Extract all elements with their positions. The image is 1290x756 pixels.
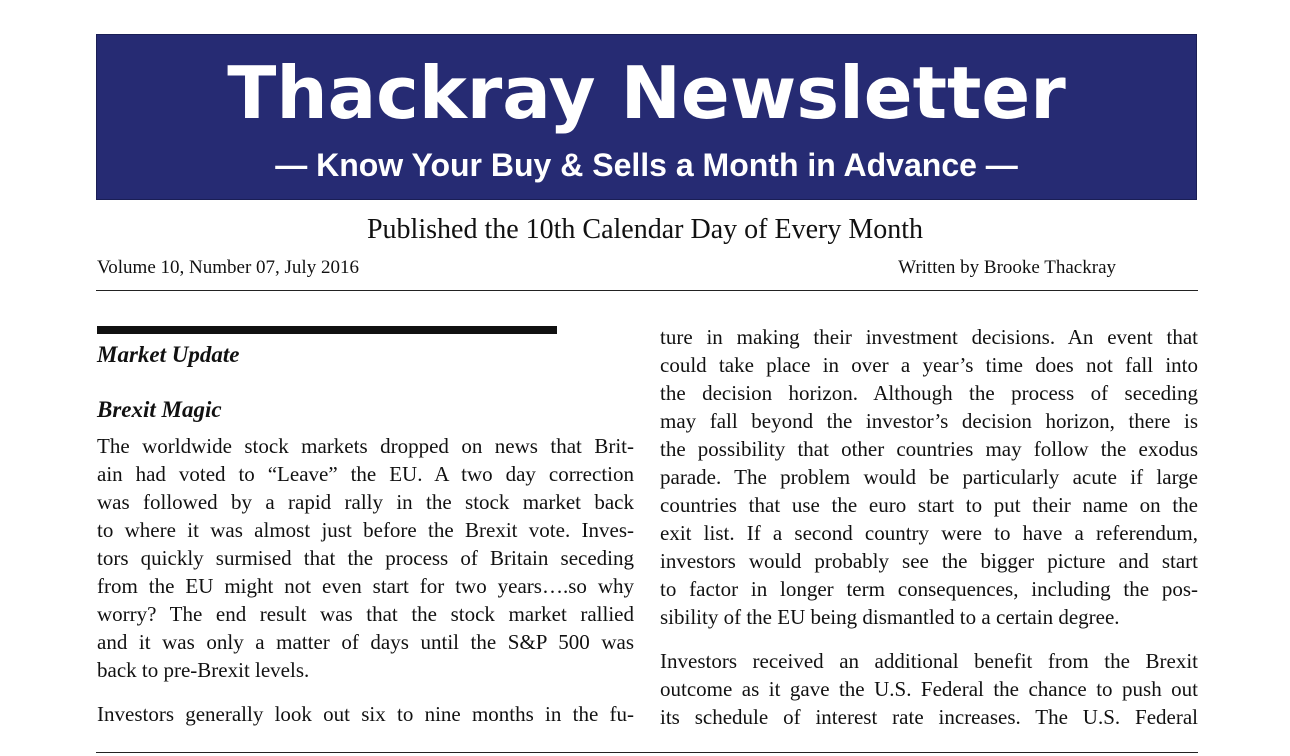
text-line: investors would probably see the bigger picture and start (660, 549, 1198, 573)
newsletter-banner (96, 34, 1197, 200)
text-line: Investors generally look out six to nine months in the fu- (97, 702, 634, 726)
text-line: outcome as it gave the U.S. Federal the chance to push out (660, 677, 1198, 701)
header-divider (96, 290, 1198, 291)
issue-volume: Volume 10, Number 07, July 2016 (97, 257, 359, 278)
text-line: exit list. If a second country were to have a referendum, (660, 521, 1198, 545)
author-credit: Written by Brooke Thackray (898, 257, 1116, 278)
newsletter-title: Thackray Newsletter (227, 51, 1066, 135)
text-line: and it was only a matter of days until the S&P 500 was (97, 630, 634, 654)
text-line: the possibility that other countries may follow the exodus (660, 437, 1198, 461)
publication-schedule: Published the 10th Calendar Day of Every Month (366, 214, 923, 245)
footer-divider (96, 752, 1198, 753)
text-line: countries that use the euro start to put their name on the (660, 493, 1198, 517)
newsletter-tagline: — Know Your Buy & Sells a Month in Advance — (275, 147, 1018, 183)
right-paragraph-2 (660, 647, 1198, 731)
left-paragraph-1 (97, 432, 634, 684)
text-line: The worldwide stock markets dropped on news that Brit- (97, 434, 634, 458)
right-column (660, 323, 1198, 731)
text-line: could take place in over a year’s time does not fall into (660, 353, 1198, 377)
article-heading: Brexit Magic (97, 397, 222, 422)
left-paragraph-2 (97, 700, 634, 728)
text-line: its schedule of interest rate increases. The U.S. Federal (660, 705, 1198, 729)
text-line: ain had voted to “Leave” the EU. A two day correction (97, 462, 634, 486)
text-line: back to pre-Brexit levels. (97, 658, 310, 682)
text-line: may fall beyond the investor’s decision horizon, there is (660, 409, 1198, 433)
text-line: ture in making their investment decisions. An event that (660, 325, 1198, 349)
text-line: was followed by a rapid rally in the stock market back (97, 490, 634, 514)
section-divider-bar (97, 326, 557, 334)
text-line: tors quickly surmised that the process of Britain seceding (97, 546, 634, 570)
right-paragraph-1 (660, 323, 1198, 631)
text-line: sibility of the EU being dismantled to a certain degree. (660, 605, 1120, 629)
text-line: parade. The problem would be particularly acute if large (660, 465, 1198, 489)
text-line: worry? The end result was that the stock market rallied (97, 602, 634, 626)
text-line: from the EU might not even start for two years….so why (97, 574, 634, 598)
text-line: to factor in longer term consequences, including the pos- (660, 577, 1198, 601)
text-line: Investors received an additional benefit from the Brexit (660, 649, 1198, 673)
section-heading: Market Update (97, 342, 240, 367)
text-line: to where it was almost just before the Brexit vote. Inves- (97, 518, 634, 542)
left-column (97, 432, 634, 728)
text-line: the decision horizon. Although the process of seceding (660, 381, 1198, 405)
